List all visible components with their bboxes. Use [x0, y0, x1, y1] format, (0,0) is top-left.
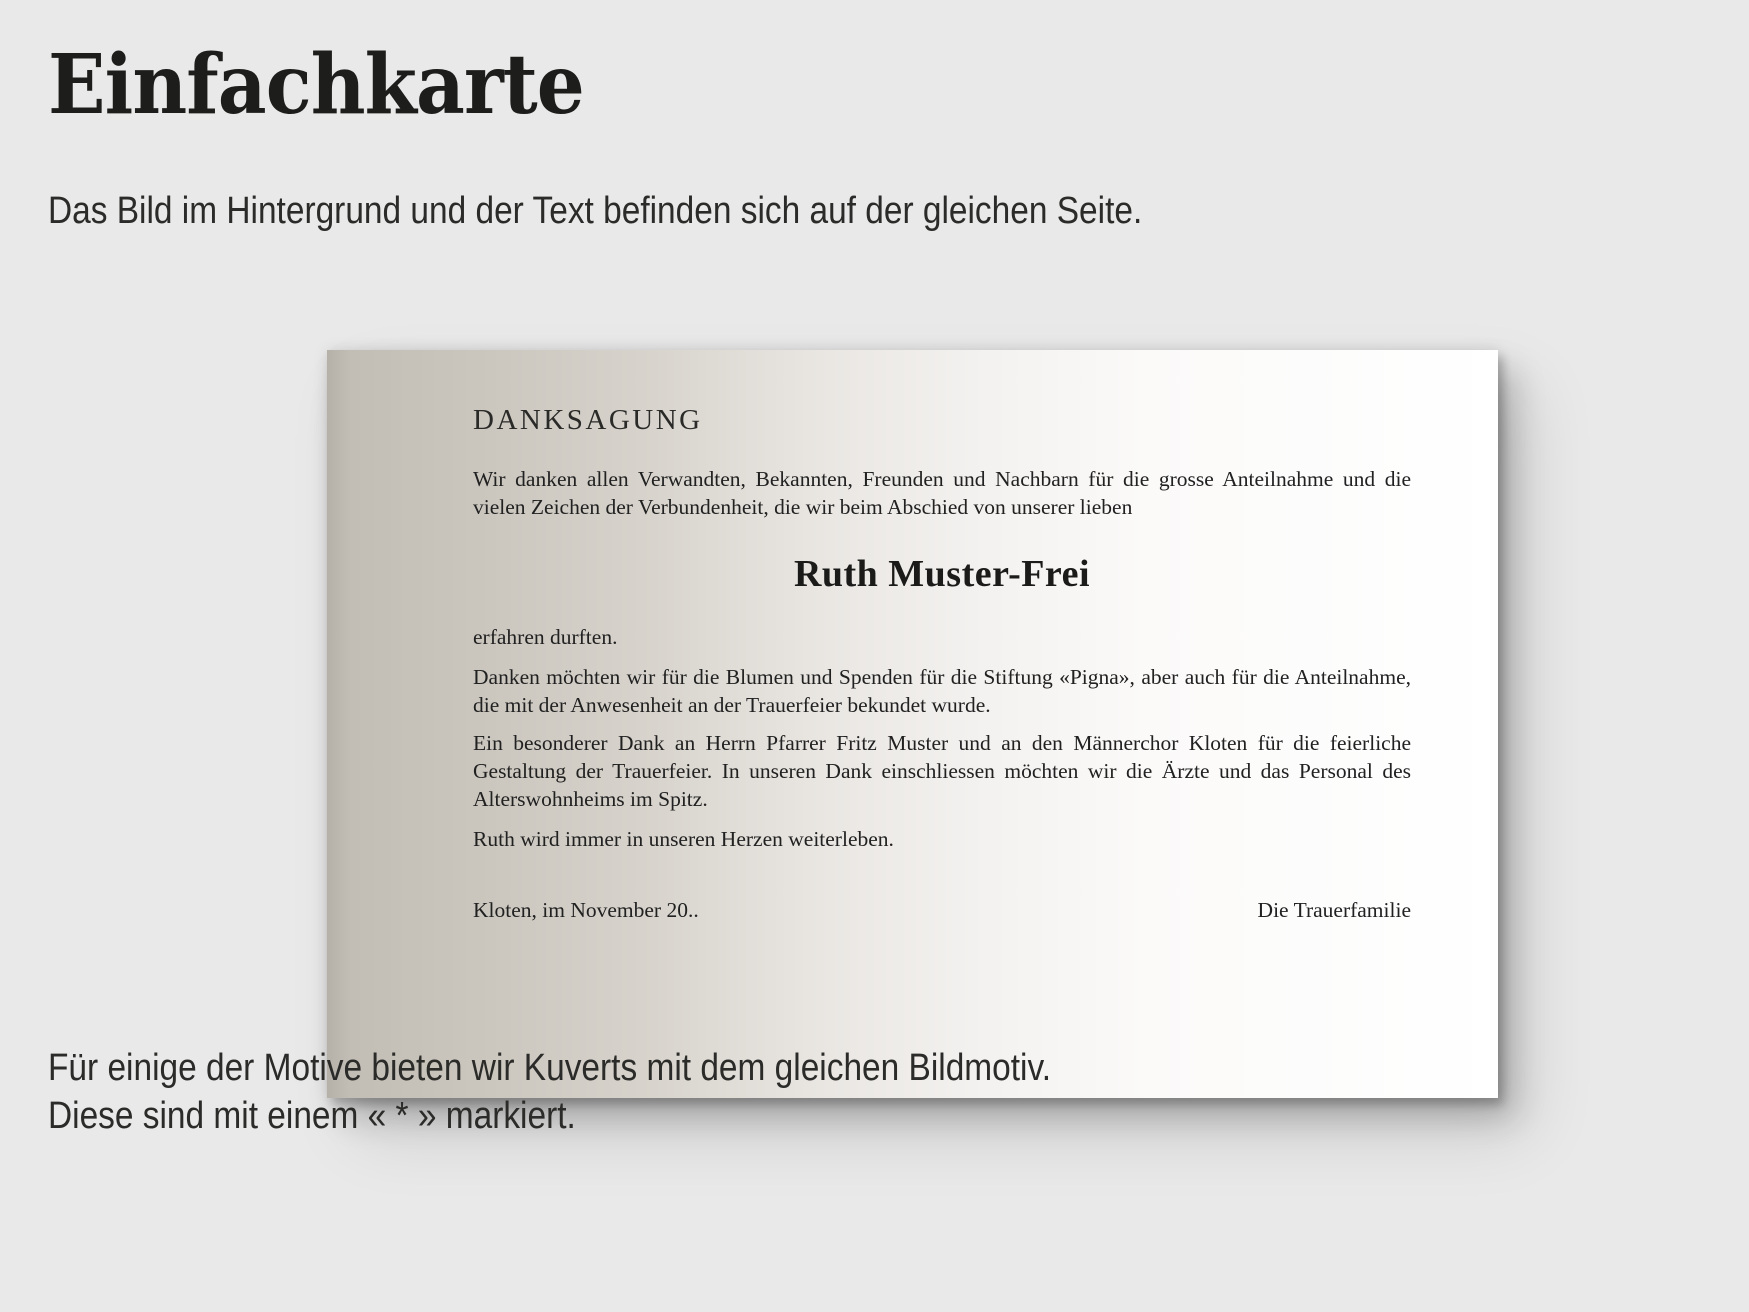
- card-thanks-paragraph: Danken möchten wir für die Blumen und Spenden für die Stiftung «Pigna», aber auch für die Anteilnahme, die mit der Anwesenheit an der Trauerfeier bekundet wurde.: [473, 665, 1411, 717]
- card-after-name-line: erfahren durften.: [473, 625, 618, 649]
- card-heading: DANKSAGUNG: [473, 404, 703, 436]
- card-place-date: Kloten, im November 20..: [473, 898, 699, 922]
- card-signature: Die Trauerfamilie: [1257, 898, 1411, 922]
- card-closing-line: Ruth wird immer in unseren Herzen weiterleben.: [473, 827, 894, 851]
- page-note: [48, 1044, 1051, 1141]
- page-note-line1: Für einige der Motive bieten wir Kuverts mit dem gleichen Bildmotiv.: [48, 1047, 1051, 1089]
- card-special-thanks-paragraph: Ein besonderer Dank an Herrn Pfarrer Fritz Muster und an den Männerchor Kloten für die feierliche Gestaltung der Trauerfeier. In unseren Dank einschliessen möchten wir die Ärzte und das Personal des Alterswohnheims im Spitz.: [473, 731, 1411, 811]
- card-intro-paragraph: Wir danken allen Verwandten, Bekannten, Freunden und Nachbarn für die grosse Anteilnahme und die vielen Zeichen der Verbundenheit, die wir beim Abschied von unserer lieben: [473, 467, 1411, 519]
- page-title: Einfachkarte: [48, 37, 584, 133]
- card-preview: [327, 350, 1498, 1098]
- page-intro-text: Das Bild im Hintergrund und der Text befinden sich auf der gleichen Seite.: [48, 190, 1143, 232]
- deceased-name: Ruth Muster-Frei: [793, 553, 1091, 595]
- card-footer: [473, 896, 1411, 924]
- page-note-line2: Diese sind mit einem « * » markiert.: [48, 1095, 576, 1138]
